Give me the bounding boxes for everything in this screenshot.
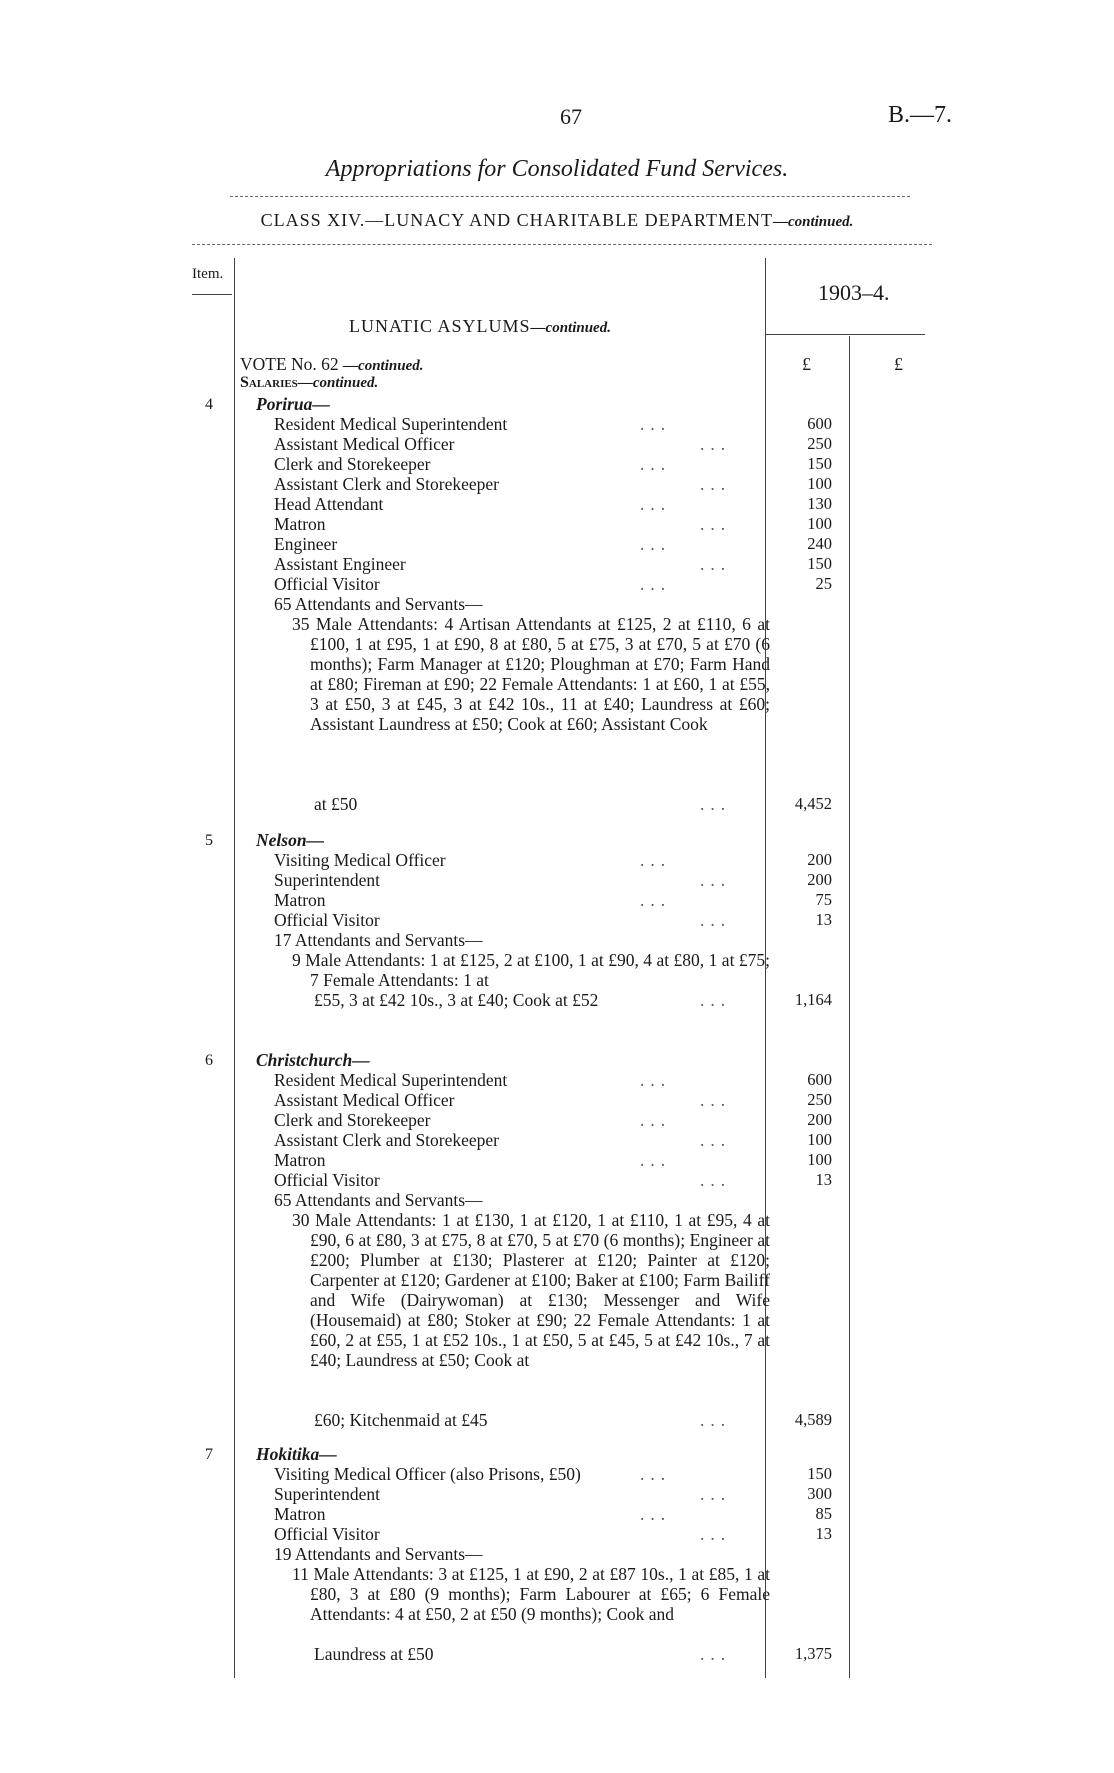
leader-dots: ... bbox=[640, 454, 672, 474]
attendants-detail: 11 Male Attendants: 3 at £125, 1 at £90, 2 at £87 10s., 1 at £85, 1 at £80, 3 at £80 (9 months); Farm Labourer at £65; 6 Female Attendants: 4 at £50, 2 at £50 (9 months); Cook and bbox=[292, 1564, 770, 1624]
leader-dots: ... bbox=[640, 414, 672, 434]
salary-label: Matron bbox=[274, 1504, 326, 1524]
salary-amount: 75 bbox=[815, 890, 832, 909]
leader-dots: ... bbox=[640, 1150, 672, 1170]
salary-amount: 130 bbox=[807, 494, 832, 513]
salary-label: Matron bbox=[274, 1150, 326, 1170]
leader-dots: ... bbox=[700, 434, 732, 454]
leader-dots: ... bbox=[700, 1524, 732, 1544]
document-reference: B.—7. bbox=[888, 102, 953, 128]
salary-label: Engineer bbox=[274, 534, 338, 554]
leader-dots: ... bbox=[700, 1644, 732, 1664]
leader-dots: ... bbox=[700, 474, 732, 494]
salary-amount: 100 bbox=[807, 1150, 832, 1169]
salary-amount: 100 bbox=[807, 514, 832, 533]
salary-label: Superintendent bbox=[274, 1484, 380, 1504]
salary-label: Official Visitor bbox=[274, 574, 380, 594]
leader-dots: ... bbox=[700, 794, 732, 814]
attendants-heading: 19 Attendants and Servants— bbox=[274, 1544, 483, 1564]
leader-dots: ... bbox=[700, 910, 732, 930]
currency-symbol-col1: £ bbox=[802, 354, 811, 374]
attendants-detail: 35 Male Attendants: 4 Artisan Attendants at £125, 2 at £110, 6 at £100, 1 at £95, 1 at £90, 8 at £80, 5 at £75, 3 at £70, 5 at £70 (6 months); Farm Manager at £120; Ploughman at £70; Farm Hand at £80; Fireman at £90; 22 Female Attendants: 1 at £60, 1 at £55, 3 at £50, 3 at £45, 3 at £42 10s., 11 at £40; Laundress at £60; Assistant Laundress at £50; Cook at £60; Assistant Cook bbox=[292, 614, 770, 734]
leader-dots: ... bbox=[640, 1110, 672, 1130]
salary-amount: 150 bbox=[807, 1464, 832, 1483]
item-head-rule bbox=[192, 294, 232, 295]
section-title-continued: —continued. bbox=[530, 320, 611, 336]
attendants-last-line: £55, 3 at £42 10s., 3 at £40; Cook at £52 bbox=[314, 990, 599, 1010]
leader-dots: ... bbox=[640, 1070, 672, 1090]
leader-dots: ... bbox=[640, 534, 672, 554]
leader-dots: ... bbox=[640, 890, 672, 910]
leader-dots: ... bbox=[700, 870, 732, 890]
salary-amount: 13 bbox=[815, 910, 832, 929]
divider bbox=[230, 196, 910, 197]
asylum-name: Nelson— bbox=[256, 830, 325, 850]
salary-label: Clerk and Storekeeper bbox=[274, 1110, 431, 1130]
salaries-heading bbox=[240, 374, 378, 392]
item-number: 5 bbox=[205, 832, 213, 849]
salary-amount: 200 bbox=[807, 870, 832, 889]
salary-amount: 600 bbox=[807, 414, 832, 433]
class-line: CLASS XIV.—LUNACY AND CHARITABLE DEPARTMENT bbox=[260, 210, 773, 230]
currency-symbol-col2: £ bbox=[894, 354, 903, 374]
page-number: 67 bbox=[560, 104, 582, 129]
salary-amount: 600 bbox=[807, 1070, 832, 1089]
leader-dots: ... bbox=[700, 1170, 732, 1190]
year-column-header: 1903–4. bbox=[818, 280, 890, 305]
salary-label: Superintendent bbox=[274, 870, 380, 890]
class-heading bbox=[0, 210, 1114, 231]
salary-amount: 150 bbox=[807, 554, 832, 573]
leader-dots: ... bbox=[640, 850, 672, 870]
salary-amount: 100 bbox=[807, 1130, 832, 1149]
item-column-rule bbox=[234, 258, 235, 1678]
attendants-last-line: Laundress at £50 bbox=[314, 1644, 434, 1664]
salary-label: Head Attendant bbox=[274, 494, 384, 514]
attendants-last-line: at £50 bbox=[314, 794, 358, 814]
attendants-heading: 17 Attendants and Servants— bbox=[274, 930, 483, 950]
vote-label: VOTE No. 62 bbox=[240, 354, 344, 374]
attendants-amount: 4,452 bbox=[794, 794, 832, 813]
salary-label: Assistant Medical Officer bbox=[274, 434, 455, 454]
leader-dots: ... bbox=[700, 1484, 732, 1504]
asylum-name: Christchurch— bbox=[256, 1050, 370, 1070]
leader-dots: ... bbox=[640, 1504, 672, 1524]
page-title: Appropriations for Consolidated Fund Services. bbox=[325, 156, 789, 182]
leader-dots: ... bbox=[640, 1464, 672, 1484]
salary-label: Assistant Clerk and Storekeeper bbox=[274, 1130, 500, 1150]
leader-dots: ... bbox=[700, 1090, 732, 1110]
attendants-detail: 9 Male Attendants: 1 at £125, 2 at £100, 1 at £90, 4 at £80, 1 at £75; 7 Female Attendants: 1 at bbox=[292, 950, 770, 990]
attendants-amount: 1,375 bbox=[794, 1644, 832, 1663]
salary-label: Official Visitor bbox=[274, 910, 380, 930]
salary-label: Official Visitor bbox=[274, 1170, 380, 1190]
salary-amount: 250 bbox=[807, 434, 832, 453]
attendants-heading: 65 Attendants and Servants— bbox=[274, 1190, 483, 1210]
leader-dots: ... bbox=[700, 514, 732, 534]
salary-label: Matron bbox=[274, 890, 326, 910]
salary-amount: 13 bbox=[815, 1524, 832, 1543]
salary-amount: 85 bbox=[815, 1504, 832, 1523]
salary-amount: 200 bbox=[807, 1110, 832, 1129]
leader-dots: ... bbox=[700, 1130, 732, 1150]
salary-amount: 150 bbox=[807, 454, 832, 473]
class-continued: —continued. bbox=[772, 214, 854, 230]
salary-label: Official Visitor bbox=[274, 1524, 380, 1544]
attendants-amount: 1,164 bbox=[794, 990, 832, 1009]
asylum-name: Hokitika— bbox=[256, 1444, 337, 1464]
salary-amount: 100 bbox=[807, 474, 832, 493]
salary-label: Assistant Clerk and Storekeeper bbox=[274, 474, 500, 494]
salary-label: Visiting Medical Officer (also Prisons, £50) bbox=[274, 1464, 581, 1484]
leader-dots: ... bbox=[700, 990, 732, 1010]
leader-dots: ... bbox=[700, 1410, 732, 1430]
item-column-header: Item. bbox=[192, 266, 224, 282]
asylum-name: Porirua— bbox=[256, 394, 330, 414]
item-number: 4 bbox=[205, 396, 213, 413]
leader-dots: ... bbox=[640, 574, 672, 594]
salary-label: Resident Medical Superintendent bbox=[274, 1070, 508, 1090]
divider bbox=[192, 244, 932, 245]
attendants-amount: 4,589 bbox=[794, 1410, 832, 1429]
section-title bbox=[349, 316, 611, 337]
salary-amount: 25 bbox=[815, 574, 832, 593]
attendants-detail: 30 Male Attendants: 1 at £130, 1 at £120, 1 at £110, 1 at £95, 4 at £90, 6 at £80, 3 at £75, 8 at £70, 5 at £70 (6 months); Engineer at £200; Plumber at £130; Plasterer at £120; Painter at £120; Carpenter at £120; Gardener at £100; Baker at £100; Farm Bailiff and Wife (Dairywoman) at £130; Messenger and Wife (Housemaid) at £80; Stoker at £90; 22 Female Attendants: 1 at £60, 2 at £55, 1 at £52 10s., 1 at £50, 5 at £45, 5 at £42 10s., 7 at £40; Laundress at £50; Cook at bbox=[292, 1210, 770, 1370]
salary-amount: 250 bbox=[807, 1090, 832, 1109]
attendants-last-line: £60; Kitchenmaid at £45 bbox=[314, 1410, 488, 1430]
attendants-heading: 65 Attendants and Servants— bbox=[274, 594, 483, 614]
salary-label: Clerk and Storekeeper bbox=[274, 454, 431, 474]
salary-amount: 240 bbox=[807, 534, 832, 553]
vote-continued: —continued. bbox=[343, 358, 424, 374]
year-head-rule bbox=[765, 334, 925, 335]
vote-heading bbox=[240, 354, 423, 375]
salaries-continued: —continued. bbox=[297, 375, 379, 391]
item-number: 7 bbox=[205, 1446, 213, 1463]
salary-label: Resident Medical Superintendent bbox=[274, 414, 508, 434]
total-column-rule bbox=[849, 336, 850, 1678]
salaries-label: Salaries bbox=[240, 374, 298, 391]
salary-label: Visiting Medical Officer bbox=[274, 850, 446, 870]
item-number: 6 bbox=[205, 1052, 213, 1069]
salary-label: Matron bbox=[274, 514, 326, 534]
salary-amount: 200 bbox=[807, 850, 832, 869]
section-title-text: LUNATIC ASYLUMS bbox=[349, 316, 531, 336]
salary-label: Assistant Medical Officer bbox=[274, 1090, 455, 1110]
salary-label: Assistant Engineer bbox=[274, 554, 406, 574]
salary-amount: 13 bbox=[815, 1170, 832, 1189]
salary-amount: 300 bbox=[807, 1484, 832, 1503]
leader-dots: ... bbox=[640, 494, 672, 514]
leader-dots: ... bbox=[700, 554, 732, 574]
